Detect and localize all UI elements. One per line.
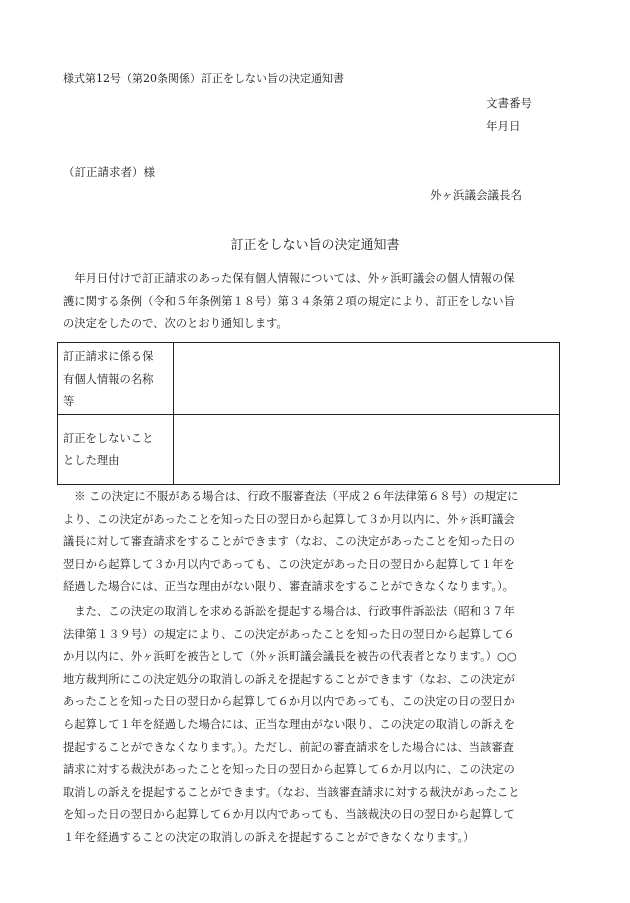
- info-table: [57, 342, 560, 485]
- table-label-personal-info: [58, 343, 174, 415]
- table-value-reason: [174, 414, 560, 484]
- notice-line: 翌日から起算して３か月以内であっても、この決定があった日の翌日から起算して１年を: [63, 557, 515, 571]
- notice-line: 議長に対して審査請求をすることができます（なお、この決定があったことを知った日の: [63, 535, 515, 549]
- table-label-line: 等: [63, 395, 75, 408]
- appeal-notice-paragraph: [63, 486, 561, 599]
- lawsuit-notice-paragraph: [63, 601, 561, 850]
- notice-line: ※ この決定に不服がある場合は、行政不服審査法（平成２６年法律第６８号）の規定に: [63, 490, 519, 503]
- lawsuit-line: ら起算して１年を経過した場合には、正当な理由がない限り、この決定の取消しの訴えを: [63, 717, 515, 731]
- lawsuit-line: また、この決定の取消しを求める訴訟を提起する場合は、行政事件訴訟法（昭和３７年: [63, 605, 515, 618]
- lawsuit-line: を知った日の翌日から起算して６か月以内であっても、当該裁決の日の翌日から起算して: [63, 808, 515, 822]
- table-label-line: 訂正をしないこと: [63, 431, 154, 445]
- lawsuit-line: か月以内に、外ヶ浜町を被告として（外ヶ浜町議会議長を被告の代表者となります。）○○: [63, 650, 517, 664]
- intro-line: 年月日付けで訂正請求のあった保有個人情報については、外ヶ浜町議会の個人情報の保: [63, 272, 515, 285]
- lawsuit-line: 提起することができなくなります。）。ただし、前記の審査請求をした場合には、当該審査: [63, 740, 514, 754]
- addressee: （訂正請求者）様: [63, 165, 155, 179]
- lawsuit-line: あったことを知った日の翌日から起算して６か月以内であっても、この決定の日の翌日か: [63, 695, 515, 709]
- lawsuit-line: 取消しの訴えを提起することができます。（なお、当該審査請求に対する裁決があったこと: [63, 785, 520, 799]
- table-label-line: 訂正請求に係る保: [63, 350, 154, 363]
- intro-paragraph: [63, 268, 561, 336]
- lawsuit-line: 法律第１３９号）の規定により、この決定があったことを知った日の翌日から起算して６: [63, 627, 515, 641]
- document-title: 訂正をしない旨の決定通知書: [230, 238, 400, 253]
- table-label-line: とした理由: [63, 454, 120, 467]
- table-value-personal-info: [174, 343, 560, 415]
- table-row: [58, 343, 560, 415]
- table-row: [58, 414, 560, 484]
- table-label-line: 有個人情報の名称: [63, 372, 154, 386]
- notice-line: より、この決定があったことを知った日の翌日から起算して３か月以内に、外ヶ浜町議会: [63, 512, 515, 526]
- table-label-reason: [58, 414, 174, 484]
- sender-name: 外ヶ浜議会議長名: [430, 188, 522, 202]
- form-label: 様式第12号（第20条関係）訂正をしない旨の決定通知書: [63, 72, 344, 85]
- document-number: 文書番号: [486, 96, 532, 110]
- lawsuit-line: 請求に対する裁決があったことを知った日の翌日から起算して６か月以内に、この決定の: [63, 763, 515, 777]
- notice-line: 経過した場合には、正当な理由がない限り、審査請求をすることができなくなります。）。: [63, 580, 514, 594]
- document-date: 年月日: [486, 119, 521, 133]
- intro-line: の決定をしたので、次のとおり通知します。: [63, 317, 288, 331]
- intro-line: 護に関する条例（令和５年条例第１８号）第３４条第２項の規定により、訂正をしない旨: [63, 294, 515, 308]
- lawsuit-line: １年を経過することの決定の取消しの訴えを提起することができなくなります。）: [63, 830, 475, 844]
- lawsuit-line: 地方裁判所にこの決定処分の取消しの訴えを提起することができます（なお、この決定が: [63, 672, 515, 686]
